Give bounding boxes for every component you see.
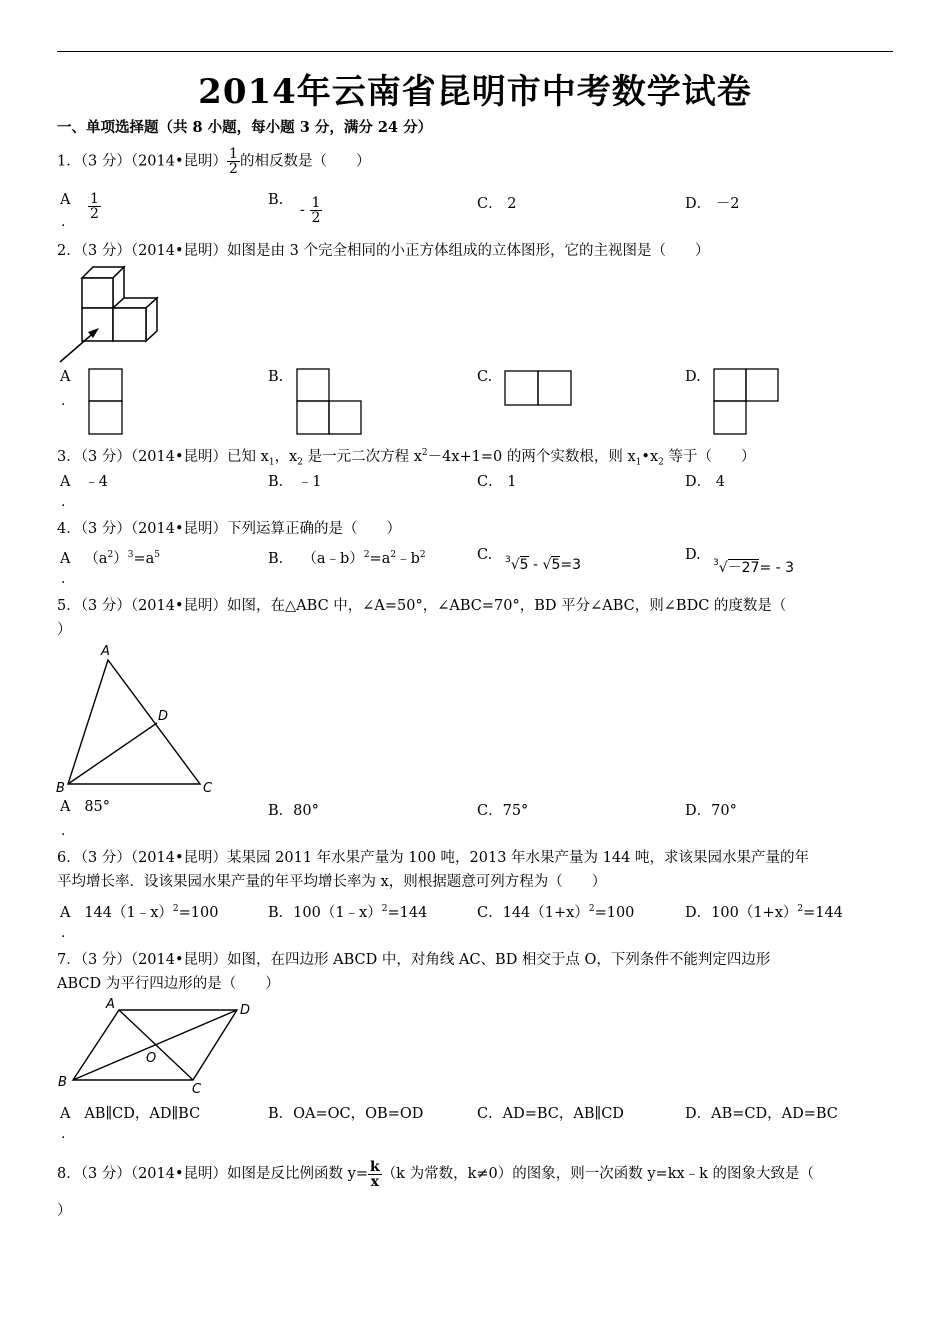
question-8-continued: ） <box>57 1203 72 1219</box>
option-a-figure <box>88 368 124 436</box>
option-dot: . <box>61 571 66 587</box>
option-c-label: C. <box>477 369 493 385</box>
fraction: $\frac{k}{x}$ <box>369 1158 380 1190</box>
question-4: 4．（3 分）（2014•昆明）下列运算正确的是（ ） <box>57 521 402 537</box>
cubes-figure <box>55 262 165 367</box>
question-6: 6．（3 分）（2014•昆明）某果园 2011 年水果产量为 100 吨，2013 年水果产量为 144 吨，求该果园水果产量的年 <box>57 850 809 866</box>
option-d: D． －2 <box>685 196 740 212</box>
option-d-label: D. <box>685 547 701 563</box>
question-stem: 如图，在四边形 ABCD 中，对角线 AC、BD 相交于点 O，下列条件不能判定四边形 <box>227 952 771 968</box>
center-label-o: O <box>146 1051 157 1066</box>
question-8: 8．（3 分）（2014•昆明）如图是反比例函数 y= $\frac{k}{x}$ （k 为常数，k≠0）的图象，则一次函数 y=kx﹣k 的图象大致是（ <box>57 1158 815 1190</box>
top-rule <box>57 51 893 52</box>
option-a: A ﹣4 <box>60 474 109 490</box>
option-a: A 85° <box>60 799 111 815</box>
option-dot: . <box>61 1126 66 1142</box>
question-7: 7．（3 分）（2014•昆明）如图，在四边形 ABCD 中，对角线 AC、BD 相交于点 O，下列条件不能判定四边形 <box>57 952 771 968</box>
option-b-label: B. <box>268 192 284 208</box>
vertex-label-a: A <box>106 997 115 1012</box>
question-5-continued: ） <box>57 622 72 638</box>
option-dot: . <box>61 393 66 409</box>
option-b: B．80° <box>268 803 319 819</box>
vertex-label-b: B <box>58 1075 67 1090</box>
option-c: C． 1 <box>477 474 517 490</box>
vertex-label-a: A <box>101 644 110 659</box>
question-stem: 的相反数是（ ） <box>239 153 371 170</box>
option-c: C．$144(1+x)^2=100$ <box>477 904 635 921</box>
option-d: D．$100(1+x)^2=144$ <box>685 904 843 921</box>
question-6-continued: 平均增长率．设该果园水果产量的年平均增长率为 x，则根据题意可列方程为（ ） <box>57 874 607 890</box>
option-c: C．75° <box>477 803 529 819</box>
option-dot: . <box>61 214 66 230</box>
option-dot: . <box>61 823 66 839</box>
option-d: $^3$√－27= - 3 <box>713 558 795 576</box>
option-a: A 144（1﹣x）$^2$=100 <box>60 904 219 921</box>
option-b: B．100（1﹣x）$^2$=144 <box>268 904 428 921</box>
question-stem: 如图，在△ABC 中，∠A=50°，∠ABC=70°，BD 平分∠ABC，则∠BDC 的度数是（ <box>227 598 787 614</box>
question-1 <box>57 147 893 176</box>
option-b-figure <box>296 368 364 436</box>
question-stem: 如图是由 3 个完全相同的小正方体组成的立体图形，它的主视图是（ ） <box>227 243 710 259</box>
option-d-figure <box>713 368 781 436</box>
question-source: （3 分）（2014•昆明） <box>80 153 228 170</box>
option-a: A AB∥CD，AD∥BC <box>60 1106 201 1122</box>
question-stem: 下列运算正确的是（ ） <box>227 521 402 537</box>
option-a-label: A <box>60 192 71 208</box>
option-a-label: A <box>60 369 71 385</box>
option-b: - $\frac{1}{2}$ <box>300 195 321 226</box>
question-number: 1． <box>57 153 81 170</box>
page-title: 2014年云南省昆明市中考数学试卷 <box>198 72 752 112</box>
question-2: 2．（3 分）（2014•昆明）如图是由 3 个完全相同的小正方体组成的立体图形，它的主视图是（ ） <box>57 243 710 259</box>
fraction: $\frac{1}{2}$ <box>229 146 238 177</box>
option-c-label: C. <box>477 547 493 563</box>
vertex-label-d: D <box>158 709 169 724</box>
option-dot: . <box>61 925 66 941</box>
option-dot: . <box>61 494 66 510</box>
option-c-figure <box>504 370 574 408</box>
vertex-label-c: C <box>203 781 213 796</box>
question-7-continued: ABCD 为平行四边形的是（ ） <box>57 976 280 992</box>
option-a: A $(a^2)^3=a^5$ <box>60 550 160 567</box>
option-d: D． 4 <box>685 474 725 490</box>
vertex-label-b: B <box>56 781 65 796</box>
option-b: B． $(a﹣b)^2=a^2﹣b^2$ <box>268 550 426 567</box>
triangle-figure <box>56 640 226 800</box>
section-heading: 一、单项选择题（共 8 小题，每小题 3 分，满分 24 分） <box>57 119 433 136</box>
option-c: C． 2 <box>477 196 517 212</box>
option-a: $\frac{1}{2}$ <box>90 191 99 222</box>
option-c: $^3$√5 - √5=3 <box>505 555 582 573</box>
vertex-label-c: C <box>192 1082 202 1097</box>
question-3: 3．（3 分）（2014•昆明）已知 $x_1$，$x_2$ 是一元二次方程 $x^2-4x+1=0$ 的两个实数根，则 $x_1•x_2$ 等于（ ） <box>57 448 756 468</box>
option-d: D．70° <box>685 803 737 819</box>
option-b-label: B. <box>268 369 284 385</box>
vertex-label-d: D <box>240 1003 251 1018</box>
question-5: 5．（3 分）（2014•昆明）如图，在△ABC 中，∠A=50°，∠ABC=70°，BD 平分∠ABC，则∠BDC 的度数是（ <box>57 598 787 614</box>
option-d-label: D. <box>685 369 701 385</box>
option-c: C．AD=BC，AB∥CD <box>477 1106 624 1122</box>
option-b: B． ﹣1 <box>268 474 322 490</box>
parallelogram-figure <box>56 996 266 1096</box>
option-b: B．OA=OC，OB=OD <box>268 1106 424 1122</box>
option-d: D．AB=CD，AD=BC <box>685 1106 838 1122</box>
question-stem: 某果园 2011 年水果产量为 100 吨，2013 年水果产量为 144 吨，求该果园水果产量的年 <box>227 850 809 866</box>
